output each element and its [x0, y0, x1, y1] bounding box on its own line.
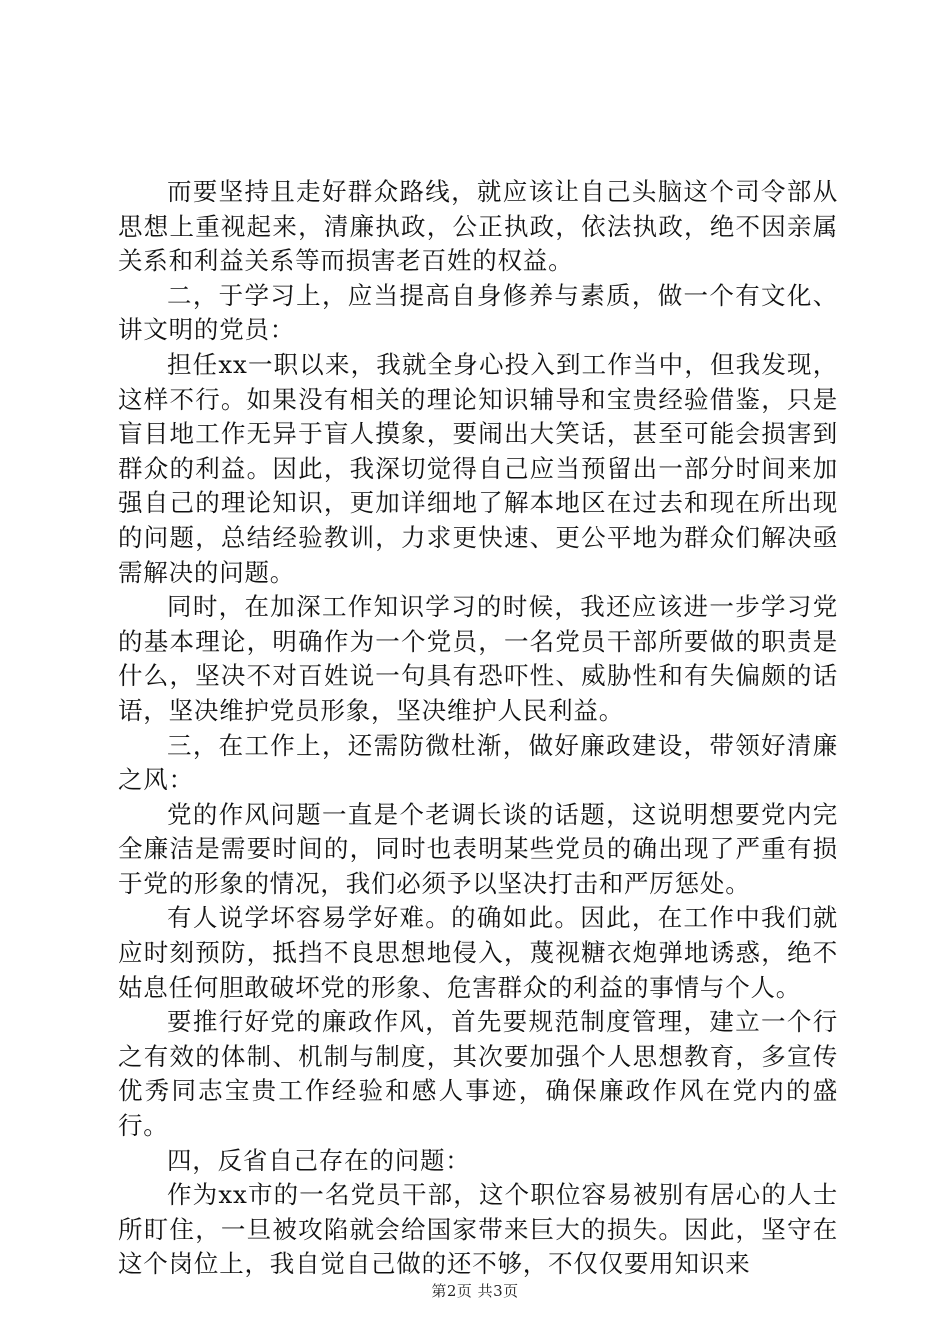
section-heading: 二，于学习上，应当提高自身修养与素质，做一个有文化、讲文明的党员：: [118, 280, 838, 345]
paragraph: 担任xx一职以来，我就全身心投入到工作当中，但我发现，这样不行。如果没有相关的理论知识辅导和宝贵经验借鉴，只是盲目地工作无异于盲人摸象，要闹出大笑话，甚至可能会损害到群众的利益。因此，我深切觉得自己应当预留出一部分时间来加强自己的理论知识，更加详细地了解本地区在过去和现在所出现的问题，总结经验教训，力求更快速、更公平地为群众们解决亟需解决的问题。: [118, 349, 838, 587]
paragraph: 有人说学坏容易学好难。的确如此。因此，在工作中我们就应时刻预防，抵挡不良思想地侵入，蔑视糖衣炮弹地诱惑，绝不姑息任何胆敢破坏党的形象、危害群众的利益的事情与个人。: [118, 903, 838, 1002]
paragraph: 而要坚持且走好群众路线，就应该让自己头脑这个司令部从思想上重视起来，清廉执政，公正执政，依法执政，绝不因亲属关系和利益关系等而损害老百姓的权益。: [118, 177, 838, 276]
paragraph: 党的作风问题一直是个老调长谈的话题，这说明想要党内完全廉洁是需要时间的，同时也表明某些党员的确出现了严重有损于党的形象的情况，我们必须予以坚决打击和严厉惩处。: [118, 799, 838, 898]
page-number-footer: 第2页 共3页: [431, 1282, 519, 1300]
section-heading: 四，反省自己存在的问题：: [167, 1145, 471, 1175]
paragraph: 要推行好党的廉政作风，首先要规范制度管理，建立一个行之有效的体制、机制与制度，其次要加强个人思想教育，多宣传优秀同志宝贵工作经验和感人事迹，确保廉政作风在党内的盛行。: [118, 1007, 838, 1141]
section-heading: 三，在工作上，还需防微杜渐，做好廉政建设，带领好清廉之风：: [118, 730, 838, 795]
paragraph: 同时，在加深工作知识学习的时候，我还应该进一步学习党的基本理论，明确作为一个党员，一名党员干部所要做的职责是什么，坚决不对百姓说一句具有恐吓性、威胁性和有失偏颇的话语，坚决维护党员形象，坚决维护人民利益。: [118, 592, 838, 725]
document-body: [118, 175, 838, 1282]
paragraph: 作为xx市的一名党员干部，这个职位容易被别有居心的人士所盯住，一旦被攻陷就会给国家带来巨大的损失。因此，坚守在这个岗位上，我自觉自己做的还不够，不仅仅要用知识来: [118, 1180, 838, 1279]
